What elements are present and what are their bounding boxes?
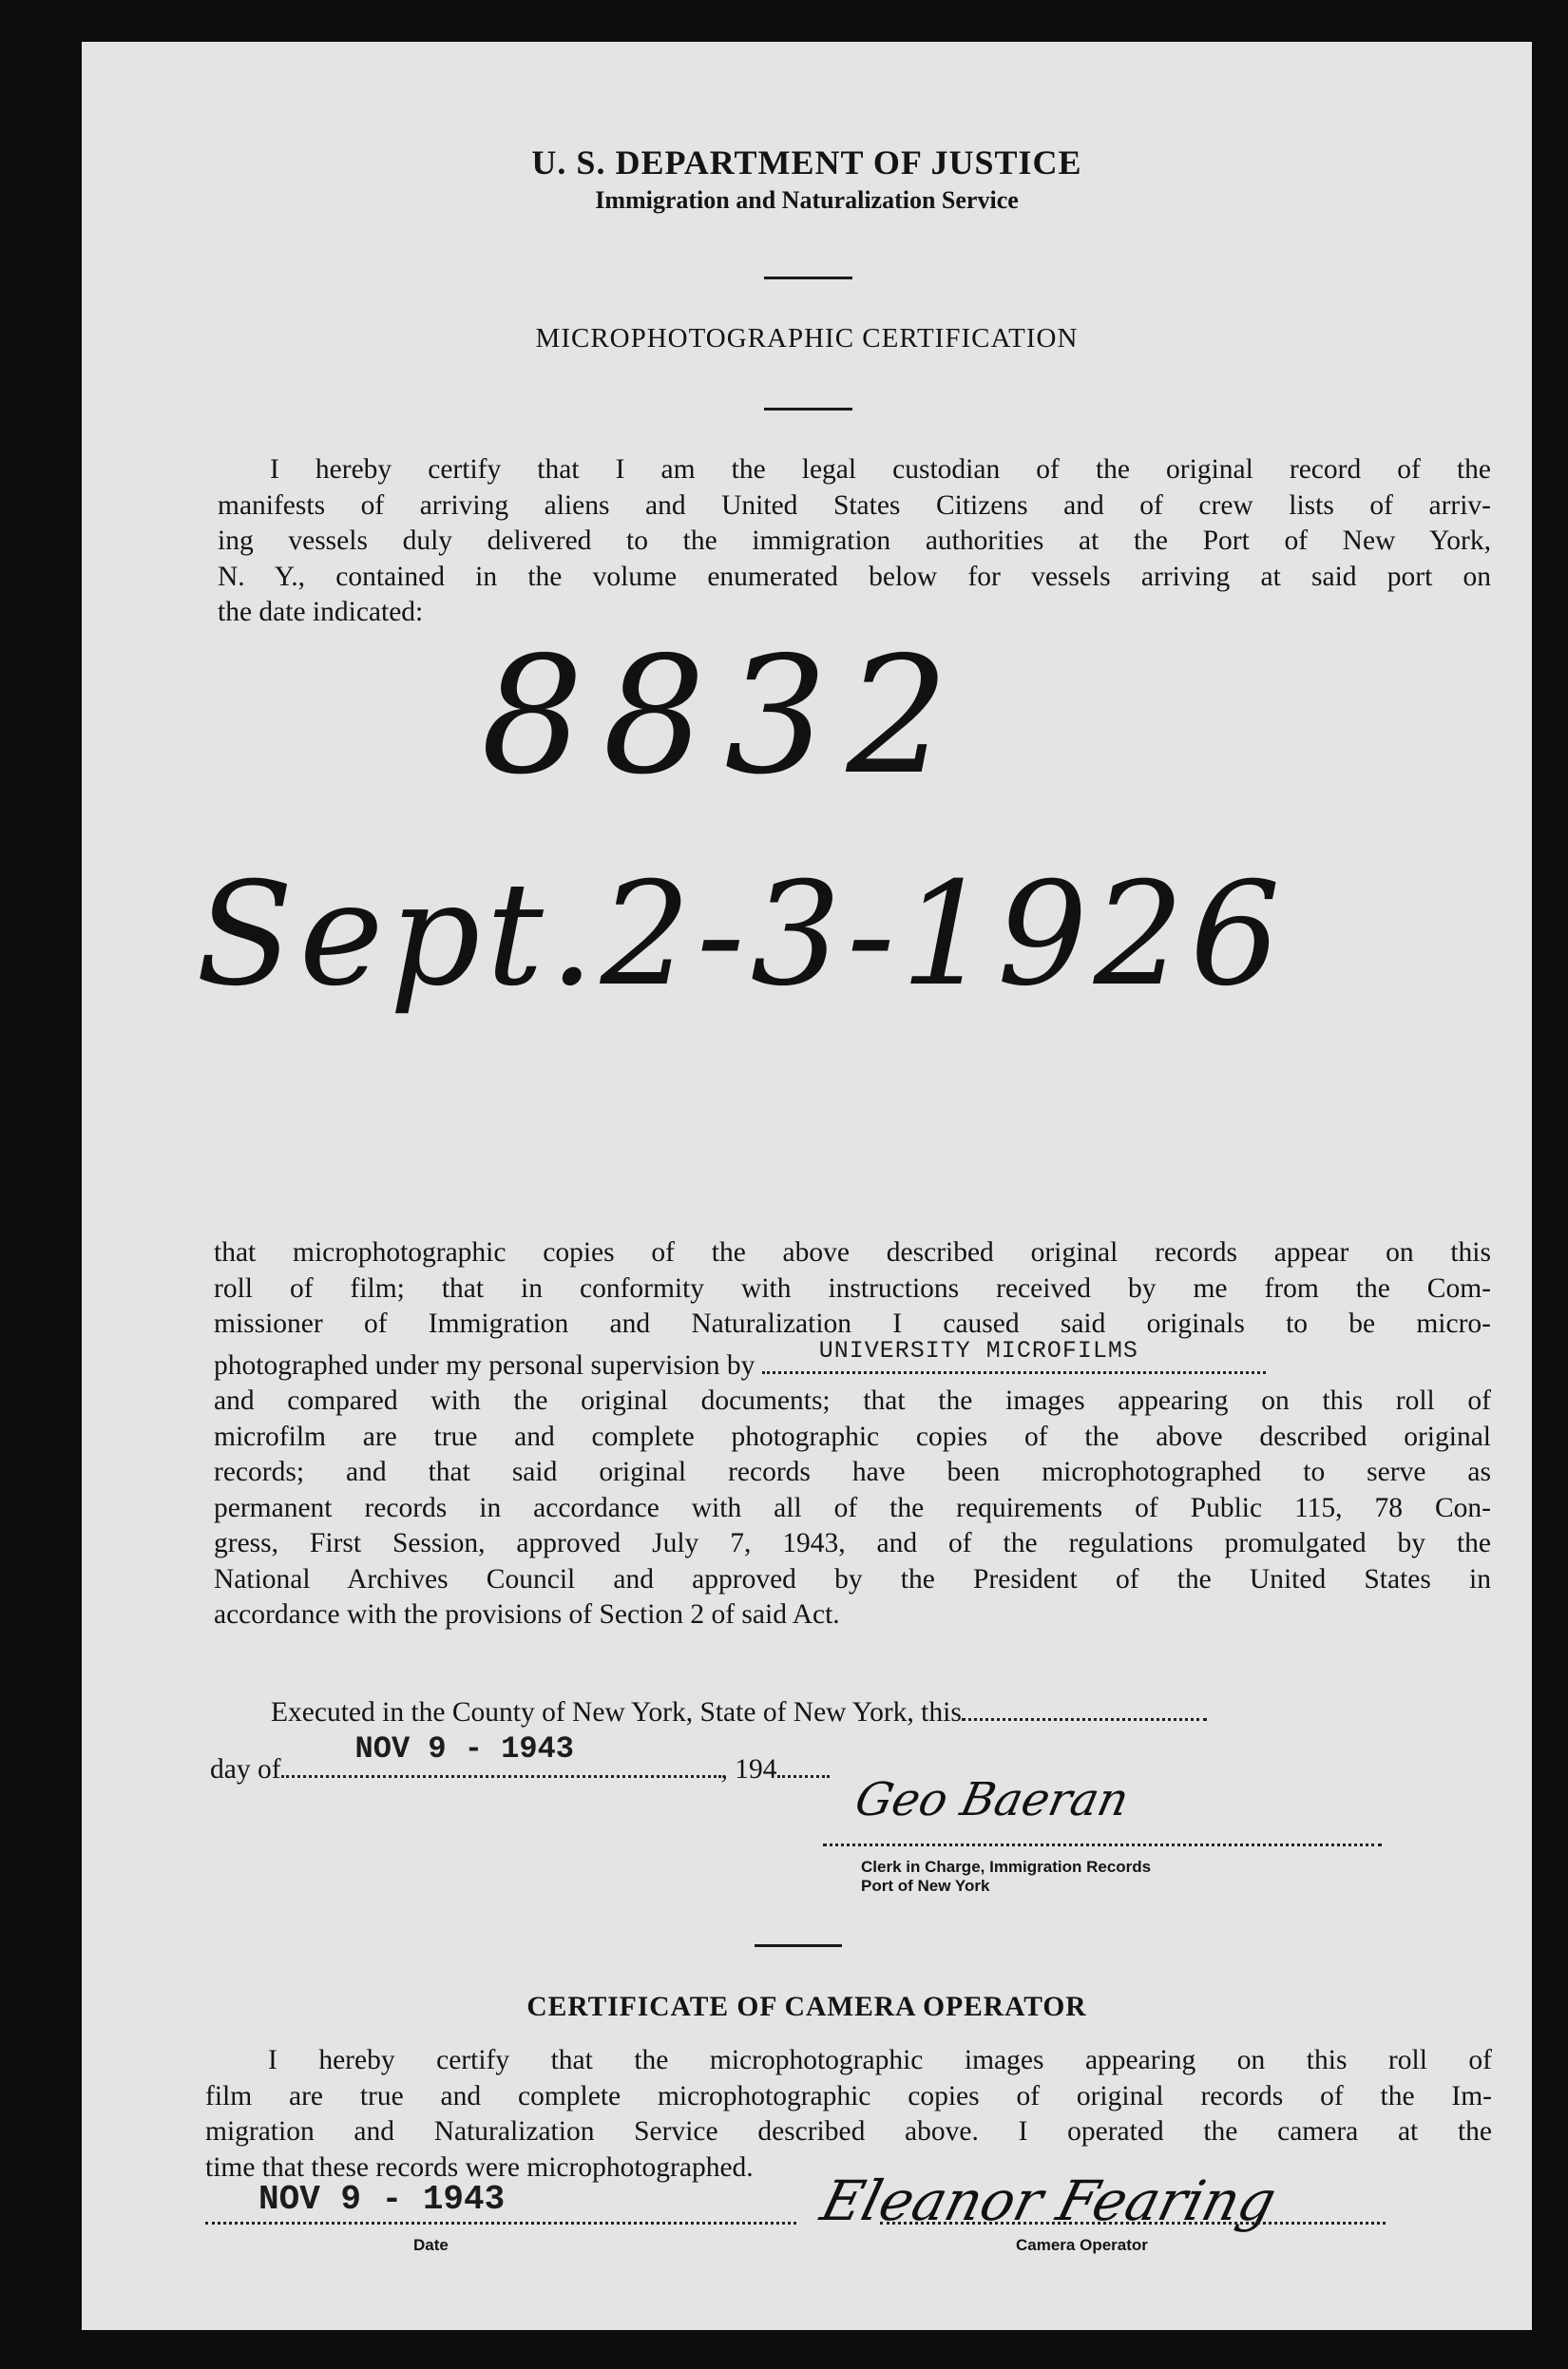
department-title: U. S. DEPARTMENT OF JUSTICE: [531, 143, 1082, 181]
form-title: MICROPHOTOGRAPHIC CERTIFICATION: [535, 323, 1079, 353]
body-line: that microphotographic copies of the above described original records appear on this: [214, 1237, 1491, 1268]
camera-line: film are true and complete microphotographic copies of original records of the Im-: [205, 2080, 1492, 2111]
year-prefix: , 194: [720, 1754, 777, 1785]
camera-certificate-title: CERTIFICATE OF CAMERA OPERATOR: [526, 1992, 1087, 2022]
supervision-prefix: photographed under my personal supervision by: [214, 1349, 755, 1381]
supervisor-stamp: UNIVERSITY MICROFILMS: [818, 1336, 1138, 1365]
supervisor-fill-line: [762, 1336, 1266, 1374]
execution-date-stamp: NOV 9 - 1943: [354, 1731, 574, 1767]
date-signature-line: [205, 2222, 796, 2225]
date-label: Date: [413, 2236, 449, 2254]
body-line: and compared with the original documents; that the images appearing on this roll of: [214, 1385, 1491, 1416]
certification-intro: [218, 452, 1491, 631]
section-divider: [755, 1944, 842, 1947]
intro-line: the date indicated:: [218, 597, 424, 627]
intro-line: I hereby certify that I am the legal custodian of the original record of the: [270, 454, 1491, 485]
intro-line: N. Y., contained in the volume enumerated below for vessels arriving at said port on: [218, 561, 1491, 592]
body-line: roll of film; that in conformity with instructions received by me from the Com-: [214, 1272, 1491, 1304]
intro-line: ing vessels duly delivered to the immigration authorities at the Port of New York,: [218, 525, 1491, 556]
year-fill-line: [777, 1775, 830, 1778]
header-divider-2: [764, 408, 852, 411]
executed-line: [271, 1697, 1207, 1729]
day-of-label: day of: [210, 1754, 281, 1785]
day-of-line: [210, 1731, 830, 1786]
body-line: gress, First Session, approved July 7, 1943, and of the regulations promulgated by the: [214, 1528, 1491, 1558]
camera-line: time that these records were microphotographed.: [205, 2151, 754, 2183]
executed-day-fill-line: [962, 1718, 1207, 1721]
body-line: permanent records in accordance with all of the requirements of Public 115, 78 Con-: [214, 1492, 1491, 1523]
certificate-page: [82, 42, 1532, 2330]
clerk-title: Clerk in Charge, Immigration Records: [861, 1858, 1152, 1876]
header-divider-1: [764, 277, 852, 279]
camera-operator-label: Camera Operator: [1016, 2236, 1148, 2254]
certification-body: [214, 1235, 1491, 1633]
camera-line: migration and Naturalization Service described above. I operated the camera at the: [205, 2116, 1492, 2147]
body-line: National Archives Council and approved by the President of the United States in: [214, 1563, 1491, 1595]
handwritten-dates: Sept.2-3-1926: [196, 852, 1287, 1018]
handwritten-volume-number: 8832: [481, 622, 968, 811]
clerk-signature: Geo Baeran: [851, 1773, 1134, 1826]
body-line: records; and that said original records have been microphotographed to serve as: [214, 1457, 1491, 1487]
day-of-fill-line: [281, 1731, 721, 1778]
clerk-port: Port of New York: [861, 1877, 990, 1895]
body-line: accordance with the provisions of Section 2 of said Act.: [214, 1599, 840, 1630]
clerk-signature-line: [823, 1844, 1382, 1846]
supervision-line: [214, 1336, 1491, 1385]
body-line: missioner of Immigration and Naturalization I caused said originals to be micro-: [214, 1309, 1491, 1339]
camera-line: I hereby certify that the microphotographic images appearing on this roll of: [268, 2045, 1492, 2075]
camera-certificate-text: [205, 2043, 1492, 2186]
camera-date-stamp: NOV 9 - 1943: [258, 2180, 506, 2219]
executed-text: Executed in the County of New York, State of New York, this: [271, 1697, 962, 1728]
camera-operator-signature: Eleanor Fearing: [814, 2168, 1283, 2233]
operator-signature-line: [880, 2222, 1386, 2225]
intro-line: manifests of arriving aliens and United States Citizens and of crew lists of arriv-: [218, 489, 1491, 521]
body-line: microfilm are true and complete photographic copies of the above described original: [214, 1421, 1491, 1452]
service-subtitle: Immigration and Naturalization Service: [595, 186, 1019, 214]
